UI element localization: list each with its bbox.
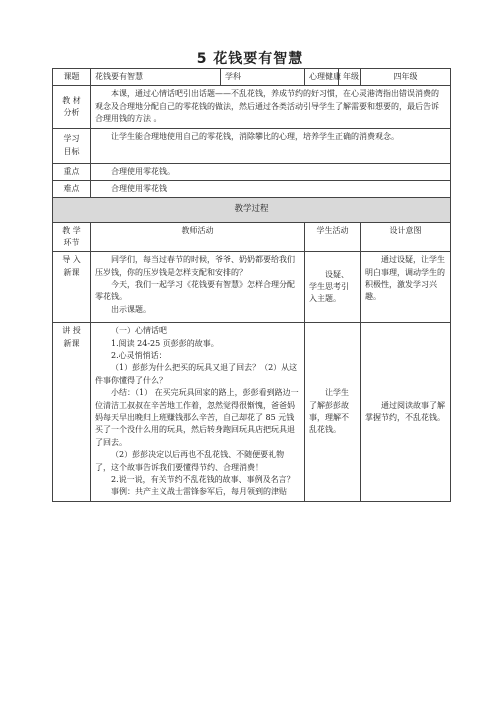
col-teacher: 教师活动 <box>91 222 305 252</box>
intro-student <box>305 252 361 323</box>
page-title: 5 花钱要有智慧 <box>196 51 304 67</box>
analysis-label <box>53 86 91 128</box>
subject-value: 心理健康 <box>305 69 339 86</box>
lecture-student-text: 让学生了解彭彭故事，理解不乱花钱。 <box>309 388 349 435</box>
intro-teacher-p2: 今天，我们一起学习《花钱要有智慧》怎样合理分配零花钱。 <box>95 280 295 302</box>
lecture-teacher-p5: 小结：（1） 在买完玩具回家的路上，彭彭看到路边一位清洁工叔叔在辛苦地工作着，忽然觉得很惭愧，爸爸妈妈每天早出晚归上班赚钱那么辛苦，自己却花了 85 元钱买了一个没什么用的玩具，然后转身跑回玩具店把玩具退了回去。 <box>95 388 299 447</box>
intro-row <box>53 252 451 323</box>
lecture-step-text: 讲 授 新课 <box>62 326 81 348</box>
intro-design-text: 通过设疑，让学生明白事理，调动学生的积极性，激发学习兴趣。 <box>365 255 445 302</box>
course-value: 花钱要有智慧 <box>91 69 221 86</box>
grade-label: 年级 <box>339 69 361 86</box>
goal-text <box>91 128 451 163</box>
lecture-row <box>53 323 451 501</box>
analysis-text <box>91 86 451 128</box>
lecture-design-text: 通过阅读故事了解掌握节约，不乱花钱。 <box>365 400 445 422</box>
intro-teacher <box>91 252 305 323</box>
lecture-teacher-p3: 2.心灵悄悄话： <box>111 351 167 361</box>
lecture-teacher-p1: （一）心情话吧 <box>111 326 167 336</box>
key-row <box>53 163 451 180</box>
lecture-teacher-p6: （2）彭彭决定以后再也不乱花钱、不随便要礼物了，这个故事告诉我们要懂得节约、合理消费！ <box>95 450 285 472</box>
goal-paragraph: 让学生能合理地使用自己的零花钱，消除攀比的心理，培养学生正确的消费观念。 <box>111 131 399 141</box>
col-step <box>53 222 91 252</box>
difficulty-label: 难点 <box>53 180 91 197</box>
lesson-plan-table <box>52 68 451 502</box>
intro-teacher-p1: 同学们，每当过春节的时候，爷爷、奶奶都要给我们压岁钱，你的压岁钱是怎样支配和安排的？ <box>95 255 295 277</box>
course-label: 课题 <box>53 69 91 86</box>
key-paragraph: 合理使用零花钱。 <box>111 166 175 176</box>
info-row <box>53 69 451 86</box>
col-step-text: 教 学 环节 <box>62 225 81 247</box>
lecture-teacher-p7: 2.说一说，有关节约不乱花钱的故事、事例及名言？ <box>111 474 295 484</box>
lecture-teacher-p4: （1）彭彭为什么把买的玩具又退了回去？（2）从这件事你懂得了什么？ <box>95 363 298 385</box>
lecture-student <box>305 323 361 501</box>
difficulty-text <box>91 180 451 197</box>
process-header-row <box>53 198 451 222</box>
grade-value: 四年级 <box>361 69 451 86</box>
lecture-teacher-p8: 事例：共产主义战士雷锋参军后，每月领到的津贴 <box>111 487 287 497</box>
difficulty-paragraph: 合理使用零花钱 <box>111 183 167 193</box>
lecture-teacher <box>91 323 305 501</box>
intro-teacher-p3: 出示课题。 <box>111 304 151 314</box>
col-design: 设计意图 <box>361 222 451 252</box>
analysis-row <box>53 86 451 128</box>
goal-label-text: 学习 目标 <box>63 134 80 156</box>
column-header-row <box>53 222 451 252</box>
intro-design <box>361 252 451 323</box>
difficulty-row <box>53 180 451 197</box>
lecture-step <box>53 323 91 501</box>
lecture-design <box>361 323 451 501</box>
process-header: 教学过程 <box>53 198 451 222</box>
subject-label: 学科 <box>221 69 305 86</box>
intro-step-text: 导 入 新课 <box>62 255 81 277</box>
goal-row <box>53 128 451 163</box>
goal-label <box>53 128 91 163</box>
analysis-paragraph: 本课，通过心情话吧引出话题——不乱花钱，养成节约的好习惯，在心灵港湾指出错误消费的观念及合理地分配自己的零花钱的做法，然后通过各类活动引导学生了解需要和想要的，最后告诉合理用钱的方法 。 <box>95 89 439 124</box>
lecture-teacher-p2: 1.阅读 24-25 页彭彭的故事。 <box>111 338 219 348</box>
intro-step <box>53 252 91 323</box>
intro-student-text: 设疑、学生思考引入主题。 <box>309 269 349 304</box>
key-text <box>91 163 451 180</box>
analysis-label-text: 教 材 分析 <box>62 95 81 117</box>
col-student: 学生活动 <box>305 222 361 252</box>
key-label: 重点 <box>53 163 91 180</box>
